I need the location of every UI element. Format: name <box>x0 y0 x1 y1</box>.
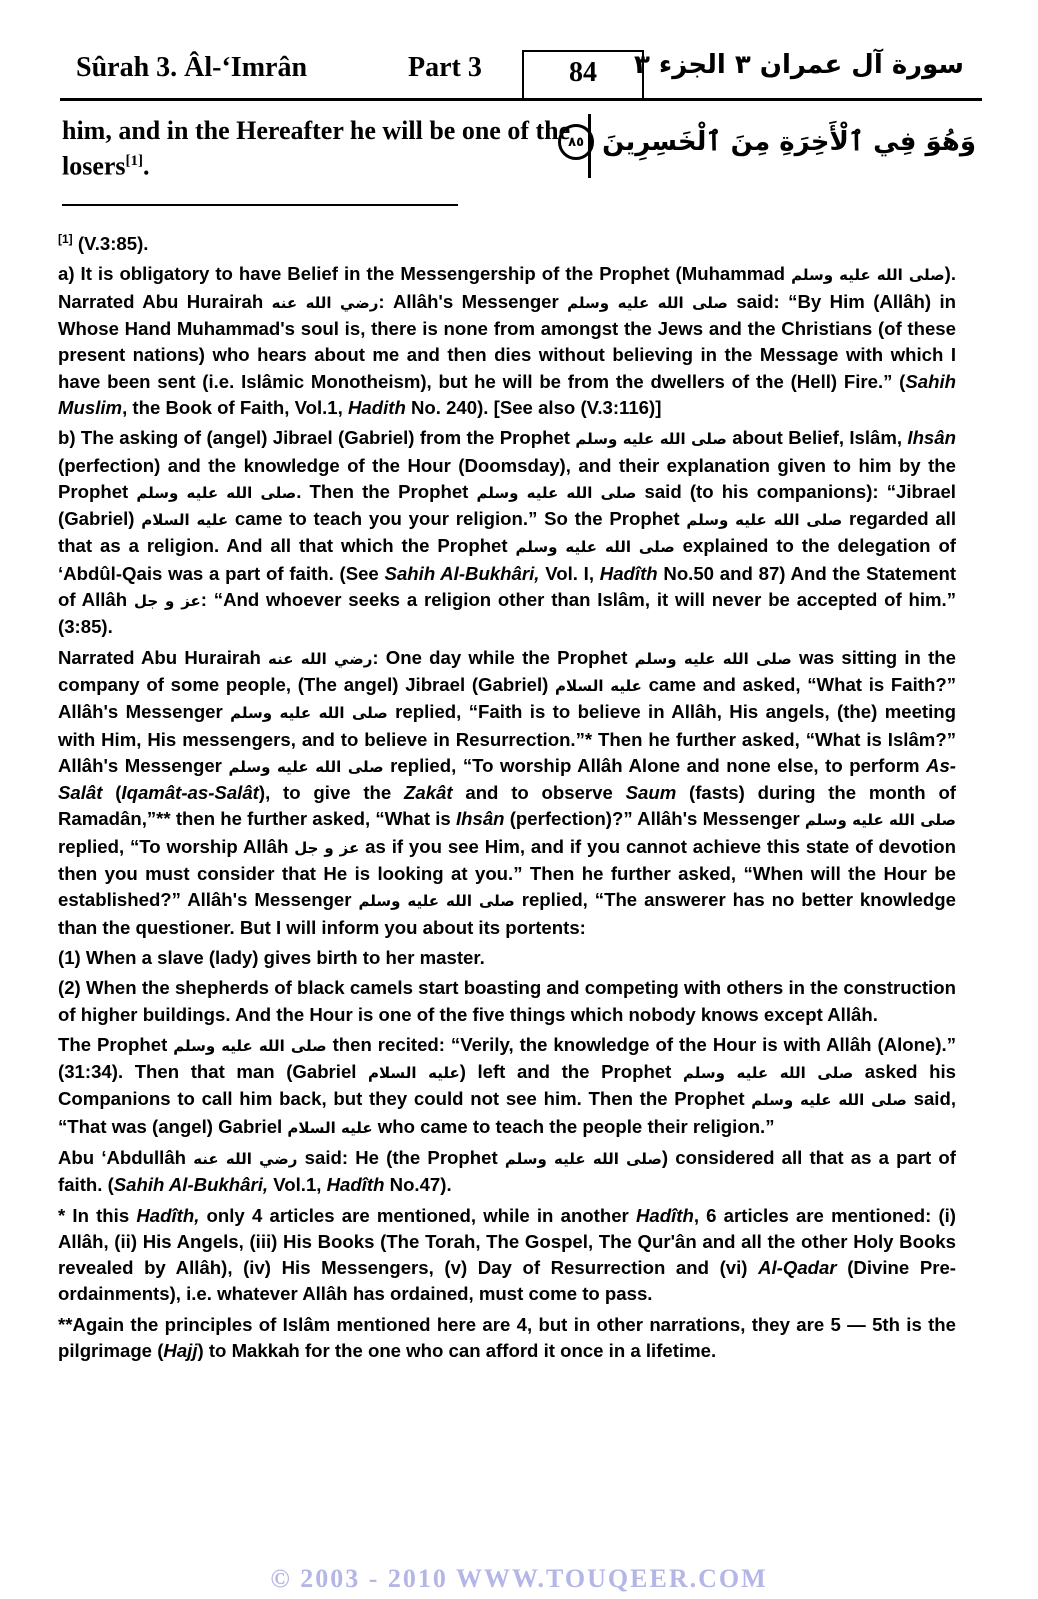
text: Hadîth <box>326 1174 385 1196</box>
arabic-honorific: صلى الله عليه وسلم <box>575 430 727 449</box>
text: ( <box>102 782 122 804</box>
arabic-honorific: صلى الله عليه وسلم <box>358 892 515 911</box>
text: as if you see Him, and if you cannot achieve this state of devotion then you must consider that He is looking at you.” Then he further asked, “When will the Hour be established?” Allâh's Messenger <box>58 835 956 911</box>
text: only 4 articles are mentioned, while in another <box>199 1204 636 1226</box>
verse-arabic <box>558 124 976 160</box>
text: Hadîth, <box>136 1204 200 1226</box>
arabic-honorific: صلى الله عليه وسلم <box>686 511 843 530</box>
paragraph-c <box>58 645 956 941</box>
text: . Then the Prophet <box>296 480 477 502</box>
text: : “And whoever seeks a religion other than Islâm, it will never be accepted of him.” (3:85). <box>58 589 957 638</box>
text: Hadith <box>347 396 406 418</box>
text: (perfection) and the knowledge of the Hour (Doomsday), and their explanation given to him by the Prophet <box>58 454 956 502</box>
arabic-honorific: صلى الله عليه وسلم <box>173 1036 327 1055</box>
arabic-honorific: صلى الله عليه وسلم <box>504 1149 662 1168</box>
arabic-honorific: صلى الله عليه وسلم <box>230 704 388 723</box>
text: (Divine Pre-ordainments), i.e. whatever Allâh has ordained, must come to pass. <box>58 1257 956 1305</box>
part-label: Part 3 <box>408 52 482 83</box>
verse-text: him, and in the Hereafter he will be one of the losers <box>62 116 571 181</box>
paragraph-b <box>58 425 956 640</box>
text: No.50 and 87) And the Statement of Allâh <box>58 562 957 611</box>
arabic-honorific: رضي الله عنه <box>268 649 373 668</box>
paragraph-i <box>58 1312 956 1365</box>
paragraph-e: (2) When the shepherds of black camels start boasting and competing with others in the construction of higher buildings. And the Hour is one of the five things which nobody knows except Allâh. <box>58 977 956 1025</box>
text: replied, “Faith is to believe in Allâh, His angels, (the) meeting with Him, His messengers, and to believe in Resurrection.”* Then he further asked, “What is Islâm?” Allâh's Messenger <box>58 701 956 776</box>
text: No. 240). [See also (V.3:116)] <box>405 396 662 418</box>
footnote-section <box>58 226 956 1368</box>
arabic-honorific: صلى الله عليه وسلم <box>751 1091 907 1110</box>
text: Al-Qadar <box>758 1257 837 1279</box>
text: Iqamât-as-Salât <box>121 782 259 804</box>
page-header <box>60 50 982 101</box>
arabic-honorific: صلى الله عليه وسلم <box>476 483 637 502</box>
text: (fasts) during the month of Ramadân,”** then he further asked, “What is <box>58 782 956 830</box>
arabic-header: سورة آل عمران ٣ الجزء ٣ <box>633 50 964 80</box>
text: Ihsân <box>455 808 505 830</box>
text: No.47). <box>384 1174 452 1196</box>
arabic-honorific: رضي الله عنه <box>271 293 379 312</box>
text: explained to the delegation of ‘Abdûl-Qais was a part of faith. (See <box>58 535 956 584</box>
text: b) The asking of (angel) Jibrael (Gabriel) from the Prophet <box>58 427 576 449</box>
arabic-honorific: عليه السلام <box>555 676 642 695</box>
text: then recited: “Verily, the knowledge of the Hour is with Allâh (Alone).” (31:34). Then that man (Gabriel <box>58 1033 957 1083</box>
text: said: He (the Prophet <box>297 1146 505 1168</box>
text: , 6 articles are mentioned: (i) Allâh, (ii) His Angels, (iii) His Books (The Torah, The Gospel, The Qur'ân and all the other Holy Books revealed by Allâh), (iv) His Messengers, (v) Day of Resurrection and (vi) <box>58 1204 957 1279</box>
arabic-honorific: صلى الله عليه وسلم <box>228 757 384 776</box>
text: Vol.1, <box>268 1174 327 1196</box>
copyright-footer: © 2003 - 2010 WWW.TOUQEER.COM <box>270 1564 768 1593</box>
arabic-honorific: عز و جل <box>133 592 201 611</box>
text: Sahih Al-Bukhâri, <box>384 562 540 584</box>
paragraph-d: (1) When a slave (lady) gives birth to her master. <box>58 946 485 968</box>
surah-title: Sûrah 3. Âl-‘Imrân <box>76 52 308 83</box>
arabic-honorific: عليه السلام <box>141 511 229 530</box>
footnote-ref-text: (V.3:85). <box>72 233 149 255</box>
paragraph-h <box>58 1203 956 1308</box>
arabic-honorific: صلى الله عليه وسلم <box>136 483 297 502</box>
text: about Belief, Islâm, <box>726 427 908 449</box>
text: and to observe <box>452 782 626 804</box>
paragraph-f <box>58 1032 956 1141</box>
text: ), to give the <box>258 782 404 804</box>
text: replied, “To worship Allâh Alone and none else, to perform <box>383 754 927 776</box>
text: regarded all that as a religion. And all that which the Prophet <box>58 508 956 557</box>
arabic-honorific: عليه السلام <box>287 1118 373 1137</box>
text: As-Salât <box>58 754 956 804</box>
text: was sitting in the company of some people, (The angel) Jibrael (Gabriel) <box>58 646 956 695</box>
text: : Allâh's Messenger <box>378 290 568 312</box>
text: : One day while the Prophet <box>372 646 635 668</box>
text: Abu ‘Abdullâh <box>58 1146 194 1168</box>
text: The Prophet <box>58 1033 174 1055</box>
footnote-marker: [1] <box>125 153 144 169</box>
arabic-honorific: صلى الله عليه وسلم <box>634 649 792 668</box>
text: a) It is obligatory to have Belief in the Messengership of the Prophet (Muhammad <box>58 263 792 285</box>
arabic-honorific: عز و جل <box>294 838 360 857</box>
arabic-honorific: صلى الله عليه وسلم <box>682 1064 854 1083</box>
text: asked his Companions to call him back, but they could not see him. Then the Prophet <box>58 1061 956 1110</box>
text: replied, “The answerer has no better knowledge than the questioner. But I will inform you about its portents: <box>58 889 956 938</box>
text: replied, “To worship Allâh <box>58 835 295 857</box>
verse-translation <box>62 116 582 182</box>
text: **Again the principles of Islâm mentioned here are 4, but in other narrations, they are 5 — 5th is the pilgrimage ( <box>58 1313 956 1362</box>
text: came to teach you your religion.” So the Prophet <box>228 508 687 530</box>
text: (perfection)?” Allâh's Messenger <box>504 808 805 830</box>
arabic-honorific: عليه السلام <box>368 1064 460 1083</box>
text: Hadîth <box>635 1204 694 1226</box>
text: ) to Makkah for the one who can afford it once in a lifetime. <box>197 1340 717 1362</box>
text: ) left and the Prophet <box>459 1061 683 1083</box>
text: Saum <box>625 782 677 804</box>
arabic-honorific: صلى الله عليه وسلم <box>567 293 728 312</box>
arabic-honorific: صلى الله عليه وسلم <box>804 811 956 830</box>
footnote-ref <box>58 226 956 257</box>
verse-end: . <box>143 151 150 181</box>
page-number: 84 <box>522 50 644 98</box>
footnote-rule <box>62 204 458 206</box>
text: Hadîth <box>599 562 658 584</box>
text: Ihsân <box>907 427 956 449</box>
arabic-honorific: رضي الله عنه <box>193 1149 298 1168</box>
text: ). Narrated Abu Hurairah <box>58 263 956 312</box>
arabic-honorific: صلى الله عليه وسلم <box>791 266 945 285</box>
footnote-ref-marker: [1] <box>58 232 73 246</box>
text: * In this <box>58 1204 137 1226</box>
text: said: “By Him (Allâh) in Whose Hand Muhammad's soul is, there is none from amongst the Jews and the Christians (of these present nations) who hears about me and then dies without believing in the Message with which I have been sent (i.e. Islâmic Monotheism), but he will be from the dwellers of the (Hell) Fire.” ( <box>58 290 956 392</box>
text: ) considered all that as a part of faith. ( <box>58 1146 956 1196</box>
text: , the Book of Faith, Vol.1, <box>122 396 348 418</box>
verse-arabic-text: وَهُوَ فِي ٱلْأَخِرَةِ مِنَ ٱلْخَسِرِينَ <box>602 127 976 157</box>
paragraph-a <box>58 261 956 421</box>
arabic-honorific: صلى الله عليه وسلم <box>515 538 675 557</box>
paragraph-g <box>58 1145 956 1199</box>
ayah-number-marker: ٨٥ <box>558 124 594 160</box>
text: Sahih Muslim <box>58 370 956 418</box>
text: Zakât <box>404 782 453 804</box>
text: Vol. I, <box>539 562 600 584</box>
text: who came to teach the people their religion.” <box>372 1115 775 1137</box>
text: came and asked, “What is Faith?” Allâh's Messenger <box>58 673 957 723</box>
text: Sahih Al-Bukhâri, <box>113 1174 269 1196</box>
text: Narrated Abu Hurairah <box>58 646 269 668</box>
text: said, “That was (angel) Gabriel <box>58 1088 956 1137</box>
text: said (to his companions): “Jibrael (Gabriel) <box>58 480 956 530</box>
text: Hajj <box>163 1340 198 1362</box>
